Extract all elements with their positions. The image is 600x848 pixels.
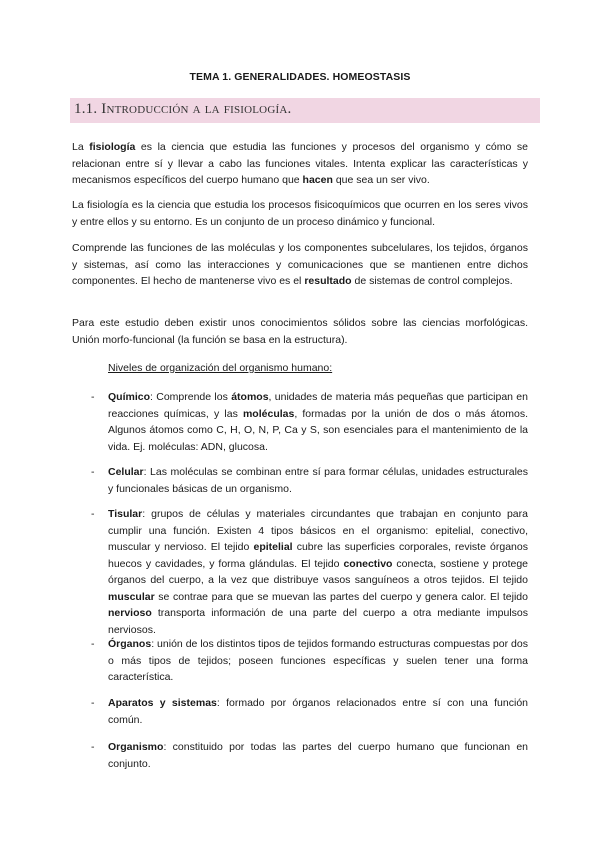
paragraph-processes: La fisiología es la ciencia que estudia los procesos fisicoquímicos que ocurren en los seres vivos y entre ellos y su entorno. Es un conjunto de un proceso dinámico y funcional. [72, 199, 528, 228]
levels-subheading: Niveles de organización del organismo humano: [108, 362, 333, 374]
bullet-dash: - [91, 741, 95, 753]
bullet-dash: - [91, 508, 95, 520]
item-text: Organismo: constituido por todas las partes del cuerpo humano que funcionan en conjunto. [108, 741, 528, 770]
item-text: Tisular: grupos de células y materiales circundantes que trabajan en conjunto para cumplir una función. Existen 4 tipos básicos en el organismo: epitelial, conectivo, muscular y nervioso. El tejido epitelial cubre las superficies corporales, reviste órganos huecos y cavidades, y forma glándulas. El tejido conectivo conecta, sostiene y protege órganos del cuerpo, a la vez que distribuye vasos sanguíneos a otros tejidos. El tejido muscular se contrae para que se muevan las partes del cuerpo y genera calor. El tejido nervioso transporta información de una parte del cuerpo a otra mediante impulsos nerviosos. [108, 508, 528, 636]
item-text: Celular: Las moléculas se combinan entre sí para formar células, unidades estructurales y funcionales básicas de un organismo. [108, 466, 528, 495]
section-title: 1.1. Introducción a la fisiología. [74, 101, 292, 117]
item-text: Órganos: unión de los distintos tipos de tejidos formando estructuras compuestas por dos o más tipos de tejidos; poseen funciones específicas y suelen tener una forma característica. [108, 638, 528, 683]
document-title: TEMA 1. GENERALIDADES. HOMEOSTASIS [189, 71, 411, 83]
bullet-dash: - [91, 697, 95, 709]
paragraph-definition: La fisiología es la ciencia que estudia las funciones y procesos del organismo y cómo se relacionan entre sí y llevar a cabo las funciones vitales. Intenta explicar las características y mecanismos específicos del cuerpo humano que hacen que sea un ser vivo. [72, 141, 528, 186]
paragraph-study: Para este estudio deben existir unos conocimientos sólidos sobre las ciencias morfológicas. Unión morfo-funcional (la función se basa en la estructura). [72, 317, 528, 346]
item-text: Químico: Comprende los átomos, unidades de materia más pequeñas que participan en reacciones químicas, y las moléculas, formadas por la unión de dos o más átomos. Algunos átomos como C, H, O, N, P, Ca y S, son esenciales para el mantenimiento de la vida. Ej. moléculas: ADN, glucosa. [108, 391, 528, 453]
paragraph-components: Comprende las funciones de las moléculas y los componentes subcelulares, los tejidos, órganos y sistemas, así como las interacciones y comunicaciones que se mantienen entre dichos componentes. El hecho de mantenerse vivo es el resultado de sistemas de control complejos. [72, 242, 528, 287]
bullet-dash: - [91, 638, 95, 650]
bullet-dash: - [91, 391, 95, 403]
item-text: Aparatos y sistemas: formado por órganos relacionados entre sí con una función común. [108, 697, 528, 726]
bullet-dash: - [91, 466, 95, 478]
